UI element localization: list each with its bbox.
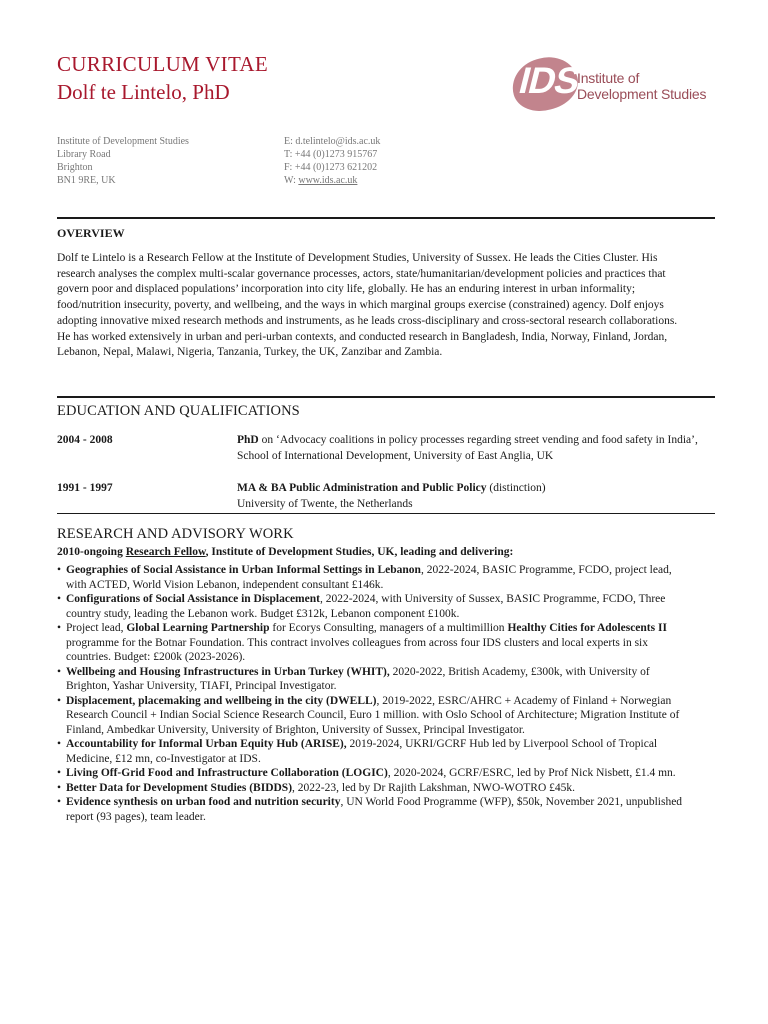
research-role: Research Fellow (125, 546, 206, 558)
research-role-line (57, 546, 513, 558)
bullet-icon: • (57, 738, 62, 750)
research-project-item (57, 694, 687, 738)
project-detail: 2020-2022, British Academy, £300k, with University of Brighton, Yashar University, TIAFI, Principal Investigator. (66, 665, 650, 692)
address-line: BN1 9RE, UK (57, 175, 116, 186)
education-institution: University of Twente, the Netherlands (237, 498, 413, 510)
research-project-item (57, 766, 687, 781)
project-detail: , 2022-2024, with University of Sussex, BASIC Programme, FCDO, Three country study, leading the Lebanon work. Budget £312k, Lebanon component £100k. (66, 593, 666, 620)
ids-logo (508, 56, 723, 112)
project-detail: , UN World Food Programme (WFP), $50k, November 2021, unpublished report (93 pages), team leader. (66, 796, 683, 823)
research-period: 2010-ongoing (57, 546, 126, 558)
education-description (237, 432, 707, 464)
ids-logo-line2: Development Studies (577, 86, 707, 102)
project-title: Accountability for Informal Urban Equity Hub (ARISE), (66, 738, 347, 750)
project-detail: 2019-2024, UKRI/GCRF Hub led by Liverpool School of Tropical Medicine, £12 mn, co-Investigator at IDS. (66, 738, 658, 765)
project-detail: , 2022-23, led by Dr Rajith Lakshman, NWO-WOTRO £45k. (292, 781, 576, 794)
contact-fax: F: +44 (0)1273 621202 (284, 162, 378, 173)
project-detail: programme for the Botnar Foundation. This contract involves colleagues from across four IDS clusters and local experts in six countries. Budget: £200k (2023-2026). (66, 636, 648, 663)
bullet-icon: • (57, 593, 62, 605)
education-description (237, 480, 707, 512)
research-project-item (57, 781, 687, 796)
bullet-icon: • (57, 622, 62, 634)
project-title: Geographies of Social Assistance in Urban Informal Settings in Lebanon (66, 564, 421, 576)
research-heading: RESEARCH AND ADVISORY WORK (57, 526, 294, 542)
bullet-icon: • (57, 564, 62, 576)
overview-text (57, 251, 687, 361)
education-detail: on ‘Advocacy coalitions in policy processes regarding street vending and food safety in India’, School of International Development, University of East Anglia, UK (237, 434, 698, 462)
website-link[interactable]: www.ids.ac.uk (298, 175, 358, 186)
project-title: Global Learning Partnership (126, 622, 270, 634)
ids-logo-letters: IDS (515, 60, 584, 101)
bullet-icon: • (57, 694, 62, 707)
section-divider (57, 396, 715, 398)
project-detail: , 2019-2022, ESRC/AHRC + Academy of Finland + Norwegian Research Council + Indian Social Science Research Council, Euro 1 million. with Oslo School of Architecture; Migration Institute of Finland, Ambedkar University, University of Brighton, University of Sussex, Principal Investigator. (66, 694, 680, 736)
section-divider (57, 513, 715, 514)
education-heading: EDUCATION AND QUALIFICATIONS (57, 403, 300, 419)
project-title: Wellbeing and Housing Infrastructures in Urban Turkey (WHIT), (66, 665, 390, 678)
research-employer: , Institute of Development Studies, UK, leading and delivering: (205, 546, 514, 558)
bullet-icon: • (57, 767, 62, 779)
person-name: Dolf te Lintelo, PhD (57, 80, 230, 104)
contact-phone: T: +44 (0)1273 915767 (284, 149, 378, 160)
postal-address (57, 135, 189, 187)
contact-email: E: d.telintelo@ids.ac.uk (284, 136, 381, 147)
education-degree: PhD (237, 434, 259, 446)
research-project-item (57, 795, 687, 824)
bullet-icon: • (57, 781, 62, 794)
research-project-list (57, 563, 687, 824)
education-years: 2004 - 2008 (57, 434, 113, 446)
project-detail: for Ecorys Consulting, managers of a multimillion (269, 622, 508, 634)
overview-paragraph: Dolf te Lintelo is a Research Fellow at the Institute of Development Studies, University of Sussex. He leads the Cities Cluster. His research analyses the complex multi-scalar governance processes, actors, state/humanitarian/development policies and practices that govern poor and displaced populations’ incorporation into city life, globally. He has an enduring interest in urban informality; food/nutrition insecurity, poverty, and wellbeing, and the ways in which marginal groups exercise (constrained) agency. Dolf enjoys adopting innovative mixed research methods and instruments, as he leads cross-disciplinary and cross-sectoral research collaborations. He has worked extensively in urban and peri-urban contexts, and conducted research in Bangladesh, India, Norway, Finland, Jordan, Lebanon, Nepal, Malawi, Nigeria, Tanzania, Turkey, the UK, Zanzibar and Zambia. (57, 252, 678, 359)
bullet-icon: • (57, 665, 62, 678)
project-detail: , 2022-2024, BASIC Programme, FCDO, project lead, with ACTED, World Vision Lebanon, independent consultant £146k. (66, 564, 672, 591)
project-title: Living Off-Grid Food and Infrastructure Collaboration (LOGIC) (66, 767, 388, 779)
cv-title: CURRICULUM VITAE (57, 52, 268, 76)
project-detail: Project lead, (66, 622, 127, 634)
project-title: Configurations of Social Assistance in Displacement (66, 593, 320, 605)
ids-logo-line1: Institute of (577, 70, 640, 86)
project-title: Better Data for Development Studies (BIDDS) (66, 781, 293, 794)
address-line: Library Road (57, 149, 111, 160)
project-title: Displacement, placemaking and wellbeing in the city (DWELL) (66, 694, 377, 707)
education-degree: MA & BA Public Administration and Public Policy (237, 482, 487, 494)
project-title: Evidence synthesis on urban food and nutrition security (66, 796, 341, 808)
contact-web-prefix: W: (284, 175, 299, 186)
project-title: Healthy Cities for Adolescents II (507, 622, 667, 634)
ids-logo-text (577, 70, 706, 102)
research-project-item (57, 592, 687, 621)
overview-heading: OVERVIEW (57, 226, 125, 240)
research-project-item (57, 563, 687, 592)
address-line: Institute of Development Studies (57, 136, 189, 147)
contact-web (284, 174, 380, 187)
project-detail: , 2020-2024, GCRF/ESRC, led by Prof Nick Nisbett, £1.4 mn. (387, 767, 676, 779)
research-project-item (57, 621, 687, 665)
bullet-icon: • (57, 796, 62, 808)
education-years: 1991 - 1997 (57, 482, 113, 494)
education-detail: (distinction) (486, 482, 546, 494)
section-divider (57, 217, 715, 219)
address-line: Brighton (57, 162, 93, 173)
research-project-item (57, 737, 687, 766)
research-project-item (57, 665, 687, 694)
cv-heading (57, 50, 268, 106)
contact-details (284, 135, 380, 187)
